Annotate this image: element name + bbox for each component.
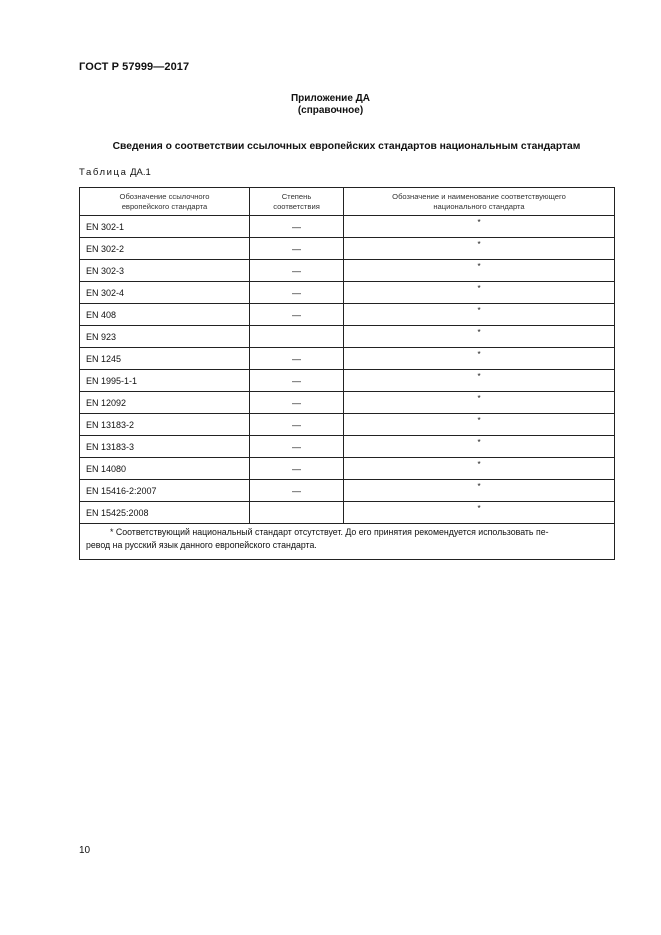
- degree-cell: —: [250, 370, 344, 392]
- appendix-subtitle: (справочное): [297, 105, 364, 116]
- standard-cell: EN 15416-2:2007: [80, 480, 250, 502]
- degree-cell: —: [250, 458, 344, 480]
- table-footnote: [80, 524, 615, 560]
- table-caption-id: ДА.1: [130, 167, 151, 178]
- standard-cell: EN 12092: [80, 392, 250, 414]
- national-cell: *: [344, 304, 615, 326]
- national-cell: *: [344, 502, 615, 524]
- degree-cell: —: [250, 392, 344, 414]
- national-cell: *: [344, 216, 615, 238]
- table-row: [80, 326, 615, 348]
- table-row: [80, 392, 615, 414]
- national-cell: *: [344, 392, 615, 414]
- degree-cell: —: [250, 282, 344, 304]
- national-cell: *: [344, 238, 615, 260]
- table-row: [80, 414, 615, 436]
- national-cell: *: [344, 282, 615, 304]
- standard-cell: EN 15425:2008: [80, 502, 250, 524]
- table-caption: [79, 167, 151, 178]
- correspondence-table: [79, 187, 615, 560]
- standard-cell: EN 1995-1-1: [80, 370, 250, 392]
- national-cell: *: [344, 436, 615, 458]
- standard-cell: EN 302-3: [80, 260, 250, 282]
- degree-cell: —: [250, 480, 344, 502]
- standard-cell: EN 302-2: [80, 238, 250, 260]
- national-cell: *: [344, 370, 615, 392]
- standard-cell: EN 408: [80, 304, 250, 326]
- national-cell: *: [344, 414, 615, 436]
- table-header-row: [80, 188, 615, 216]
- national-cell: *: [344, 458, 615, 480]
- national-cell: *: [344, 326, 615, 348]
- table-row: [80, 260, 615, 282]
- degree-cell: —: [250, 414, 344, 436]
- table-row: [80, 436, 615, 458]
- standard-cell: EN 13183-3: [80, 436, 250, 458]
- table-footnote-row: [80, 524, 615, 560]
- standard-cell: EN 302-4: [80, 282, 250, 304]
- degree-cell: —: [250, 304, 344, 326]
- degree-cell: [250, 326, 344, 348]
- table-row: [80, 458, 615, 480]
- national-cell: *: [344, 348, 615, 370]
- standard-cell: EN 923: [80, 326, 250, 348]
- degree-cell: —: [250, 238, 344, 260]
- table-row: [80, 238, 615, 260]
- document-id: ГОСТ Р 57999—2017: [79, 61, 190, 73]
- header-european-standard: Обозначение ссылочного европейского стандарта: [80, 188, 250, 216]
- table-row: [80, 348, 615, 370]
- header-degree: Степень соответствия: [250, 188, 344, 216]
- table-row: [80, 304, 615, 326]
- section-title: Сведения о соответствии ссылочных европейских стандартов национальным стандартам: [112, 141, 581, 152]
- table-row: [80, 502, 615, 524]
- degree-cell: [250, 502, 344, 524]
- table-caption-label: Таблица: [79, 167, 128, 178]
- table-row: [80, 370, 615, 392]
- standard-cell: EN 302-1: [80, 216, 250, 238]
- table-row: [80, 216, 615, 238]
- header-national-standard: Обозначение и наименование соответствующего национального стандарта: [344, 188, 615, 216]
- national-cell: *: [344, 480, 615, 502]
- degree-cell: —: [250, 348, 344, 370]
- table-row: [80, 480, 615, 502]
- table-row: [80, 282, 615, 304]
- degree-cell: —: [250, 260, 344, 282]
- degree-cell: —: [250, 216, 344, 238]
- standard-cell: EN 13183-2: [80, 414, 250, 436]
- standard-cell: EN 1245: [80, 348, 250, 370]
- appendix-title: Приложение ДА: [290, 93, 371, 104]
- national-cell: *: [344, 260, 615, 282]
- page-number: 10: [79, 845, 91, 856]
- footnote-line-2: ревод на русский язык данного европейского стандарта.: [86, 540, 317, 550]
- standard-cell: EN 14080: [80, 458, 250, 480]
- footnote-line-1: * Соответствующий национальный стандарт отсутствует. До его принятия рекомендуется использовать пе-: [110, 527, 549, 537]
- degree-cell: —: [250, 436, 344, 458]
